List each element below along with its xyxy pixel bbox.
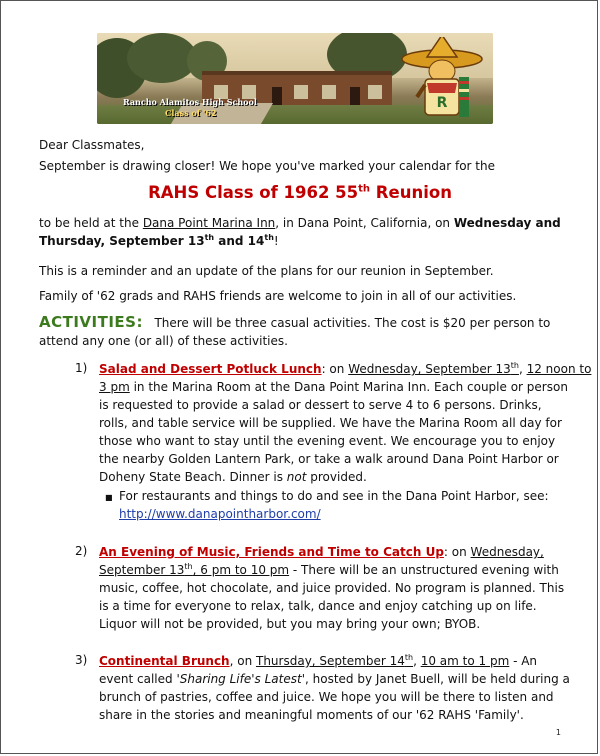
item-3-number: 3) <box>75 653 88 667</box>
item-3-title: Continental Brunch <box>99 654 230 668</box>
item-1-line-3: is requested to provide a salad or dessert to serve 4 to 6 persons. Drinks, <box>99 398 542 412</box>
mascot-logo-icon <box>397 37 487 123</box>
activities-line-1: ACTIVITIES: There will be three casual activities. The cost is $20 per person to <box>39 313 551 331</box>
item-1-number: 1) <box>75 361 88 375</box>
item-1-bullet-text: For restaurants and things to do and see in the Dana Point Harbor, see: <box>119 489 549 503</box>
location-line-1: to be held at the Dana Point Marina Inn, in Dana Point, California, on Wednesday and <box>39 216 561 230</box>
banner-school-name: Rancho Alamitos High School <box>123 97 257 107</box>
item-1-line-2: 3 pm in the Marina Room at the Dana Point Marina Inn. Each couple or person <box>99 380 568 394</box>
item-2-title: An Evening of Music, Friends and Time to Catch Up <box>99 545 444 559</box>
item-2-line-4: is a time for everyone to relax, talk, dance and enjoy catching up on life. <box>99 599 537 613</box>
harbor-link[interactable]: http://www.danapointharbor.com/ <box>119 507 321 521</box>
item-1-line-4: rolls, and table service will be supplied. We have the Marina Room all day for <box>99 416 562 430</box>
banner-class-label: Class of '62 <box>165 108 217 118</box>
item-2-line-3: music, coffee, hot chocolate, and juice provided. No program is planned. This <box>99 581 565 595</box>
page-number: 1 <box>555 728 561 737</box>
svg-text:R: R <box>436 95 448 111</box>
item-1-line-7: Doheny State Beach. Dinner is not provided. <box>99 470 367 484</box>
salutation: Dear Classmates, <box>39 138 145 152</box>
item-2-line-1: An Evening of Music, Friends and Time to Catch Up: on Wednesday, <box>99 545 544 559</box>
family-paragraph: Family of '62 grads and RAHS friends are welcome to join in all of our activities. <box>39 289 517 303</box>
item-1-line-5: those who want to stay until the evening event. We encourage you to enjoy <box>99 434 556 448</box>
item-2-line-2: September 13th, 6 pm to 10 pm - There will be an unstructured evening with <box>99 562 559 577</box>
item-1-line-1: Salad and Dessert Potluck Lunch: on Wednesday, September 13th, 12 noon to <box>99 361 592 376</box>
venue-name: Dana Point Marina Inn <box>142 216 276 230</box>
item-2-line-5: Liquor will not be provided, but you may bring your own; BYOB. <box>99 617 481 631</box>
header-banner-image <box>97 33 493 124</box>
bullet-square-icon: ■ <box>105 493 113 502</box>
item-1-line-6: the nearby Golden Lantern Park, or take a walk around Dana Point Harbor or <box>99 452 559 466</box>
item-2-number: 2) <box>75 544 88 558</box>
item-3-line-2: event called 'Sharing Life's Latest', hosted by Janet Buell, will be held during a <box>99 672 570 686</box>
activities-line-2: attend any one (or all) of these activities. <box>39 334 288 348</box>
location-line-2: Thursday, September 13th and 14th! <box>39 233 279 248</box>
reminder-paragraph: This is a reminder and an update of the plans for our reunion in September. <box>39 264 494 278</box>
intro-paragraph: September is drawing closer! We hope you've marked your calendar for the <box>39 159 495 173</box>
item-1-title: Salad and Dessert Potluck Lunch <box>99 362 322 376</box>
item-3-line-3: brunch of pastries, coffee and juice. We hope you will be there to listen and <box>99 690 554 704</box>
item-3-line-4: share in the stories and meaningful moments of our '62 RAHS 'Family'. <box>99 708 524 722</box>
reunion-title: RAHS Class of 1962 55th Reunion <box>148 183 452 202</box>
activities-heading: ACTIVITIES: <box>39 313 143 331</box>
item-3-line-1: Continental Brunch, on Thursday, September 14th, 10 am to 1 pm - An <box>99 653 538 668</box>
